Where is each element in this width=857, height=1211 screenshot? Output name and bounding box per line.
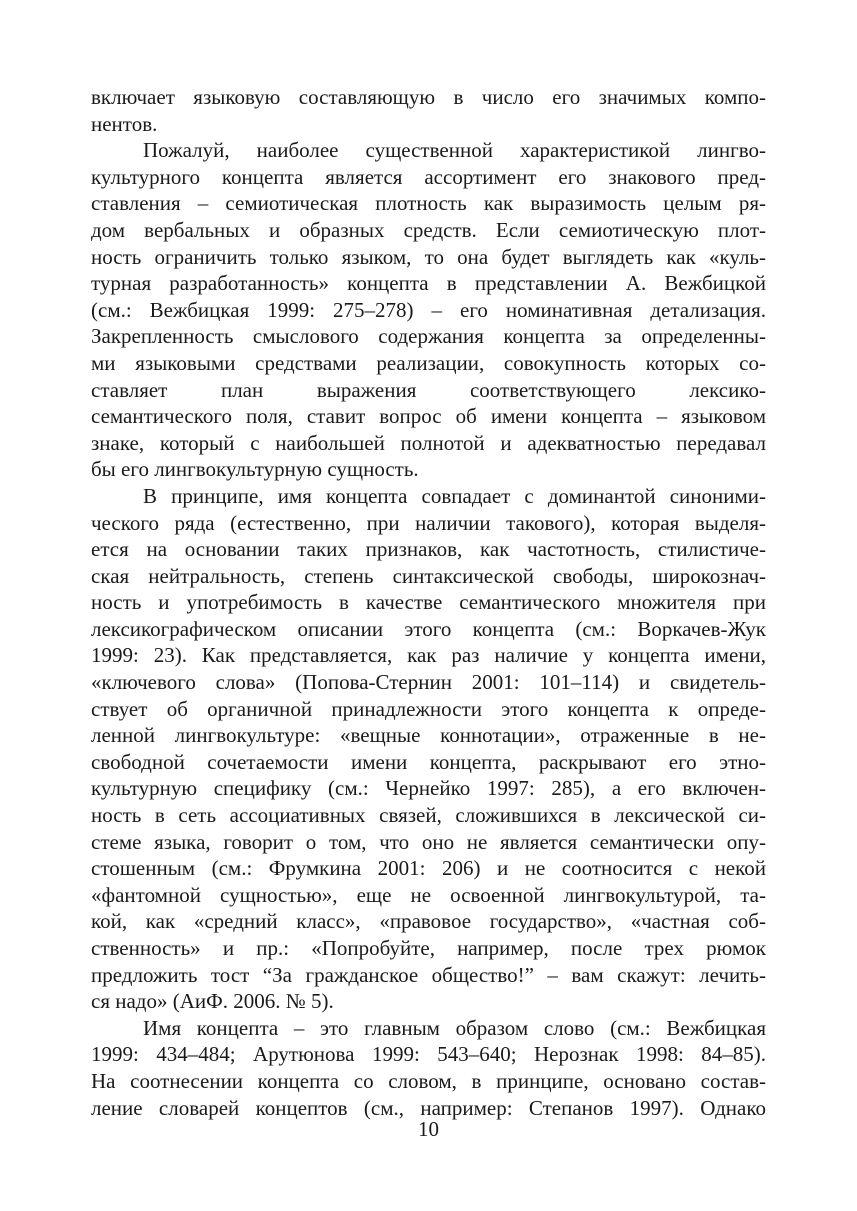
text-line: Пожалуй, наиболее существенной характеристикой лингво- bbox=[143, 138, 766, 163]
text-line: ность в сеть ассоциативных связей, сложившихся в лексической си- bbox=[91, 803, 766, 828]
text-line: ставляет план выражения соответствующего лексико- bbox=[91, 377, 766, 402]
text-line: нентов. bbox=[91, 111, 158, 136]
text-line: лексикографическом описании этого концепта (см.: Воркачев-Жук bbox=[91, 616, 766, 641]
text-line: ленной лингвокультуре: «вещные коннотации», отраженные в не- bbox=[91, 723, 766, 748]
text-line: Закрепленность смыслового содержания концепта за определенны- bbox=[91, 324, 766, 349]
text-line: ность и употребимость в качестве семантического множителя при bbox=[91, 590, 766, 615]
text-line: культурную специфику (см.: Чернейко 1997: 285), а его включен- bbox=[91, 776, 766, 801]
text-line: ская нейтральность, степень синтаксической свободы, широкознач- bbox=[91, 563, 766, 588]
text-line: ставления – семиотическая плотность как выразимость целым ря- bbox=[91, 191, 766, 216]
text-line: культурного концепта является ассортимент его знакового пред- bbox=[91, 164, 766, 189]
text-line: бы его лингвокультурную сущность. bbox=[91, 457, 419, 482]
text-line: знаке, который с наибольшей полнотой и адекватностью передавал bbox=[91, 430, 766, 455]
text-line: В принципе, имя концепта совпадает с доминантой синоними- bbox=[143, 483, 766, 508]
text-line: «фантомной сущностью», еще не освоенной лингвокультурой, та- bbox=[91, 882, 766, 907]
text-line: ствует об органичной принадлежности этого концепта к опреде- bbox=[91, 696, 766, 721]
text-line: предложить тост “За гражданское общество!” – вам скажут: лечить- bbox=[91, 962, 766, 987]
paragraph-concept-name bbox=[91, 483, 766, 1015]
paragraph-continuation bbox=[91, 84, 766, 137]
body-text bbox=[91, 84, 766, 1121]
text-line: ся надо» (АиФ. 2006. № 5). bbox=[91, 989, 334, 1014]
text-line: семантического поля, ставит вопрос об имени концепта – языковом bbox=[91, 404, 766, 429]
text-line: ность ограничить только языком, то она будет выглядеть как «куль- bbox=[91, 244, 766, 269]
text-line: кой, как «средний класс», «правовое государство», «частная соб- bbox=[91, 909, 766, 934]
text-line: «ключевого слова» (Попова-Стернин 2001: 101–114) и свидетель- bbox=[91, 670, 766, 695]
text-line: Имя концепта – это главным образом слово (см.: Вежбицкая bbox=[143, 1015, 766, 1040]
text-line: стошенным (см.: Фрумкина 2001: 206) и не соотносится с некой bbox=[91, 856, 766, 881]
text-line: свободной сочетаемости имени концепта, раскрывают его этно- bbox=[91, 749, 766, 774]
text-line: включает языковую составляющую в число его значимых компо- bbox=[91, 85, 766, 109]
text-line: ление словарей концептов (см., например: Степанов 1997). Однако bbox=[91, 1095, 766, 1120]
text-line: (см.: Вежбицкая 1999: 275–278) – его номинативная детализация. bbox=[91, 297, 766, 322]
text-line: ется на основании таких признаков, как частотность, стилистиче- bbox=[91, 537, 766, 562]
page-number: 10 bbox=[418, 1117, 439, 1141]
text-line: 1999: 434–484; Арутюнова 1999: 543–640; Нерознак 1998: 84–85). bbox=[91, 1042, 766, 1067]
paragraph-name-as-word bbox=[91, 1015, 766, 1121]
text-line: дом вербальных и образных средств. Если семиотическую плот- bbox=[91, 217, 766, 242]
text-line: 1999: 23). Как представляется, как раз наличие у концепта имени, bbox=[91, 643, 766, 668]
text-line: ми языковыми средствами реализации, совокупность которых со- bbox=[91, 350, 766, 375]
text-line: ческого ряда (естественно, при наличии такового), которая выделя- bbox=[91, 510, 766, 535]
text-line: На соотнесении концепта со словом, в принципе, основано состав- bbox=[91, 1068, 766, 1093]
paragraph-semiotic-density bbox=[91, 137, 766, 483]
text-line: ственность» и пр.: «Попробуйте, например, после трех рюмок bbox=[91, 936, 766, 960]
text-line: стеме языка, говорит о том, что оно не является семантически опу- bbox=[91, 829, 766, 854]
text-line: турная разработанность» концепта в представлении А. Вежбицкой bbox=[91, 271, 766, 296]
